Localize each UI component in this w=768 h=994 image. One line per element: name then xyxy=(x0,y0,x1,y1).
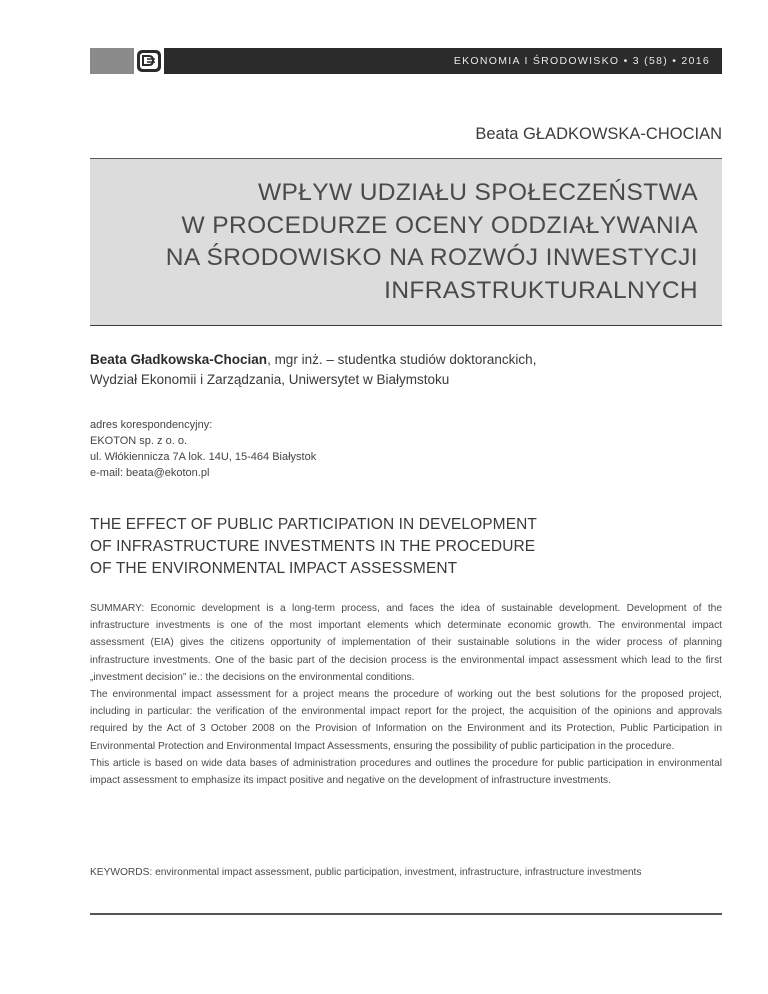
summary xyxy=(90,600,722,789)
address-label: adres korespondencyjny: xyxy=(90,419,213,431)
author-name: Beata GŁADKOWSKA-CHOCIAN xyxy=(475,125,722,143)
summary-paragraph: SUMMARY: Economic development is a long-term process, and faces the idea of sustainable development. Development of the infrastructure investments is one of the most important elements which determinate economic growth. The environmental impact assessment (EIA) gives the citizens opportunity of implementation of their sustainable solutions in the wider process of planning infrastructure investments. One of the basic part of the decision process is the environmental impact assessment which lead to the first „investment decision” ie.: the decisions on the environmental conditions. xyxy=(90,603,722,683)
summary-paragraph: The environmental impact assessment for a project means the procedure of working out the best solutions for the proposed project, including in particular: the verification of the environmental impact report for the project, the acquisition of the opinions and approvals required by the Act of 3 October 2008 on the Provision of Information on the Environment and its Protection, Public Participation in Environmental Protection and Environmental Impact Assessments, ensuring the possibility of public participation in the procedure. xyxy=(90,689,722,752)
address-email: e-mail: beata@ekoton.pl xyxy=(90,467,210,479)
english-title-line: OF THE ENVIRONMENTAL IMPACT ASSESSMENT xyxy=(90,560,458,577)
title-line: NA ŚRODOWISKO NA ROZWÓJ INWESTYCJI xyxy=(165,244,698,271)
english-title-line: OF INFRASTRUCTURE INVESTMENTS IN THE PROCEDURE xyxy=(90,538,536,555)
title-line: W PROCEDURZE OCENY ODDZIAŁYWANIA xyxy=(181,211,698,239)
address-company: EKOTON sp. z o. o. xyxy=(90,435,187,447)
keywords: KEYWORDS: environmental impact assessment, public participation, investment, infrastructure, infrastructure investments xyxy=(90,867,642,878)
bottom-divider xyxy=(90,913,722,915)
journal-name: EKONOMIA I ŚRODOWISKO • 3 (58) • 2016 xyxy=(453,55,710,67)
title-line: INFRASTRUKTURALNYCH xyxy=(384,276,698,304)
affiliation-institution: Wydział Ekonomii i Zarządzania, Uniwersytet w Białymstoku xyxy=(90,372,450,387)
summary-paragraph: This article is based on wide data bases of administration procedures and outlines the procedure for public participation in environmental impact assessment to emphasize its impact positive and negative on the development of infrastructure investments. xyxy=(90,757,722,787)
header-gray-block xyxy=(90,48,134,74)
affiliation xyxy=(90,350,536,390)
journal-logo-icon xyxy=(134,48,164,74)
affiliation-degree: , mgr inż. – studentka studiów doktoranckich, xyxy=(267,352,537,367)
address-street: ul. Włókiennicza 7A lok. 14U, 15-464 Białystok xyxy=(90,451,317,463)
article-title xyxy=(166,177,698,307)
title-line: WPŁYW UDZIAŁU SPOŁECZEŃSTWA xyxy=(257,179,698,206)
journal-header-bar xyxy=(164,48,722,74)
english-title-line: THE EFFECT OF PUBLIC PARTICIPATION IN DEVELOPMENT xyxy=(90,516,537,533)
correspondence-address xyxy=(90,417,316,481)
title-box xyxy=(90,158,722,326)
english-title xyxy=(90,514,537,580)
affiliation-name: Beata Gładkowska-Chocian xyxy=(90,352,268,367)
